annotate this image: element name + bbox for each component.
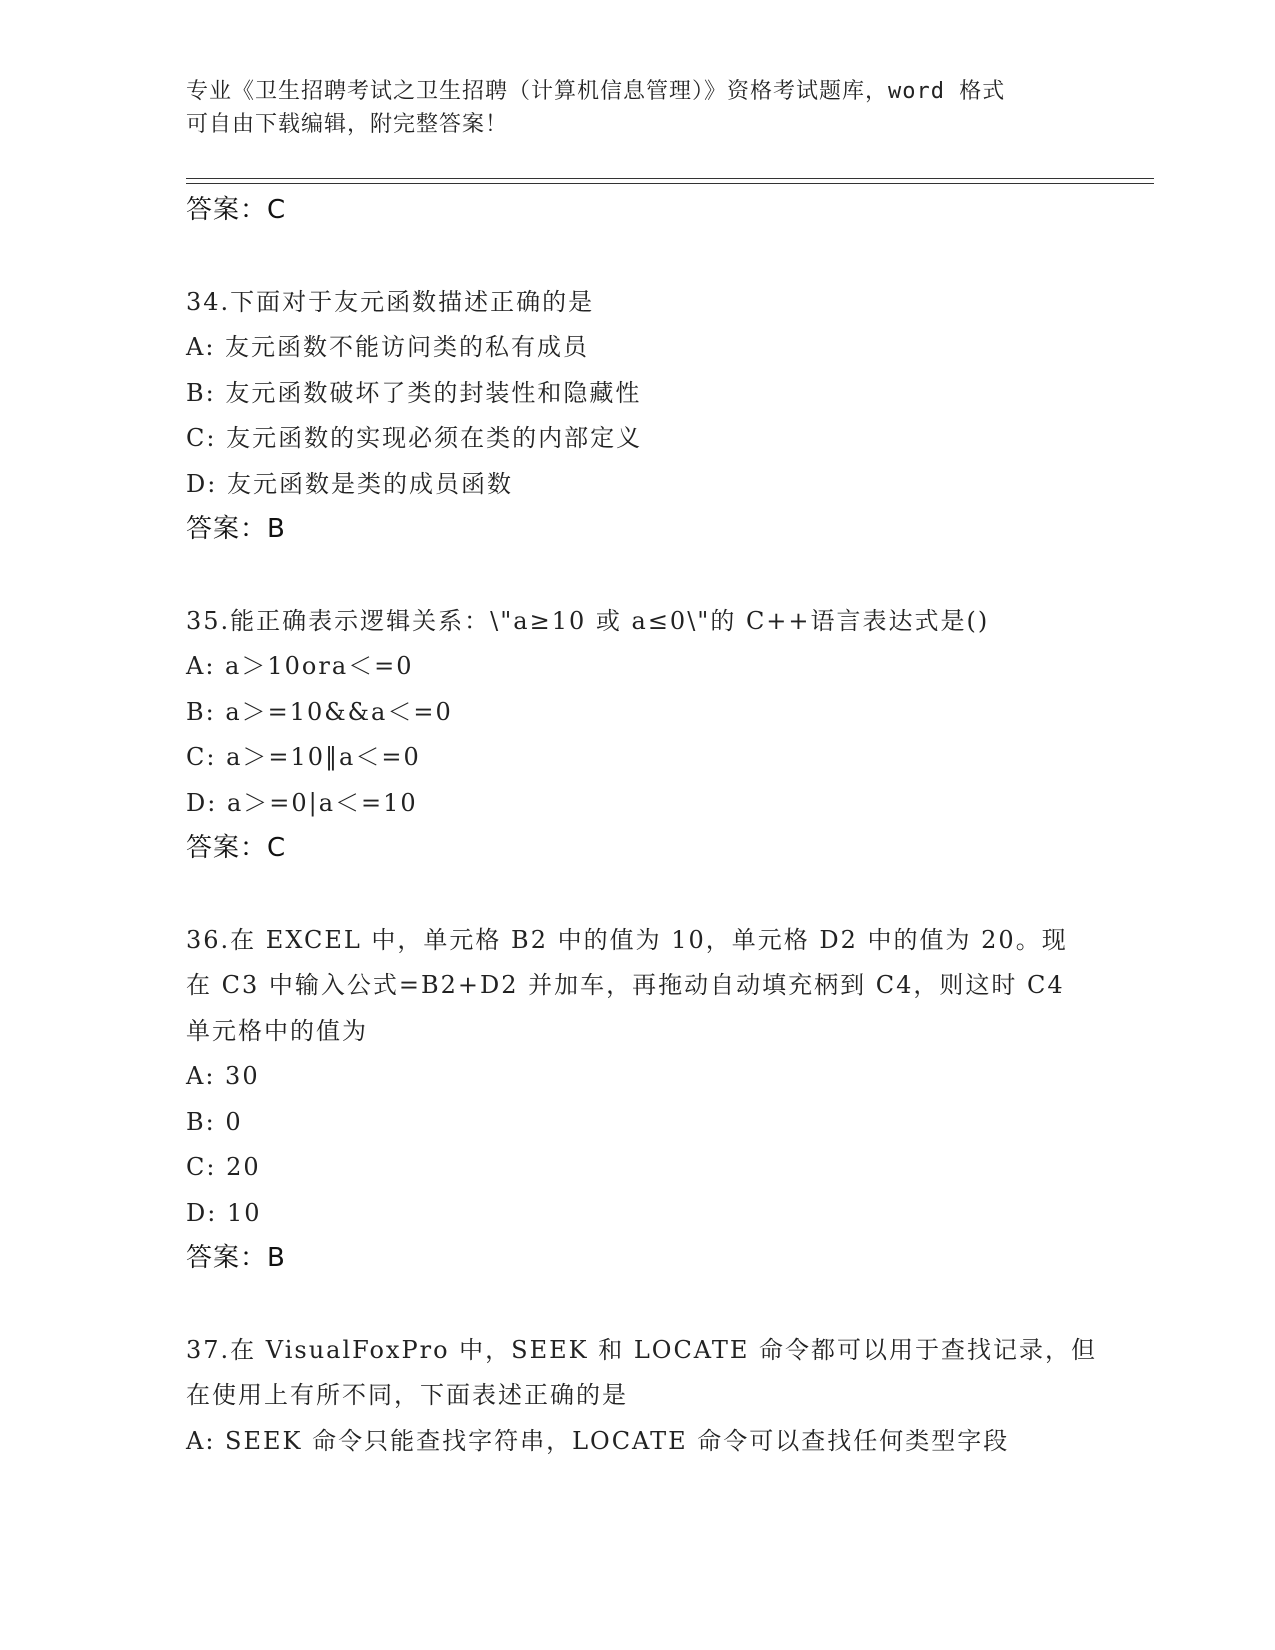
spacer [186, 553, 1086, 599]
question-37 [186, 1328, 1097, 1465]
header-line-2: 可自由下载编辑，附完整答案！ [186, 112, 509, 137]
option-a: A: 友元函数不能访问类的私有成员 [186, 333, 590, 361]
spacer [186, 1282, 1086, 1328]
question-stem: 35.能正确表示逻辑关系：\"a≥10 或 a≤0\"的 C++语言表达式是() [186, 606, 990, 635]
answer-label: 答案：B [186, 514, 286, 544]
spacer [186, 234, 1086, 280]
option-b: B: a＞=10&&a＜=0 [186, 697, 453, 726]
answer-label: 答案：B [186, 1243, 286, 1273]
document-page [186, 0, 1156, 1650]
option-a: A: 30 [186, 1062, 260, 1090]
question-35 [186, 599, 1086, 872]
spacer [186, 872, 1086, 918]
option-b: B: 0 [186, 1107, 243, 1136]
option-b: B: 友元函数破坏了类的封装性和隐藏性 [186, 378, 642, 407]
option-a: A: SEEK 命令只能查找字符串，LOCATE 命令可以查找任何类型字段 [186, 1426, 1010, 1455]
header-divider-bottom [186, 183, 1154, 184]
question-list [186, 188, 1097, 1464]
question-stem-line-2: 在使用上有所不同，下面表述正确的是 [186, 1381, 628, 1409]
question-stem-line-1: 36.在 EXCEL 中，单元格 B2 中的值为 10，单元格 D2 中的值为 20。现 [186, 925, 1068, 954]
question-stem-line-3: 单元格中的值为 [186, 1016, 368, 1045]
question-36 [186, 918, 1086, 1282]
option-c: C: 友元函数的实现必须在类的内部定义 [186, 424, 643, 452]
question-stem-line-1: 37.在 VisualFoxPro 中，SEEK 和 LOCATE 命令都可以用于查找记录，但 [186, 1335, 1097, 1364]
option-d: D: 10 [186, 1198, 262, 1227]
document-header [186, 75, 1086, 141]
option-d: D: a＞=0|a＜=10 [186, 788, 418, 817]
header-divider-top [186, 178, 1154, 179]
header-line-1: 专业《卫生招聘考试之卫生招聘（计算机信息管理）》资格考试题库，word 格式 [186, 79, 1006, 104]
option-d: D: 友元函数是类的成员函数 [186, 469, 513, 498]
answer-label: 答案：C [186, 833, 287, 863]
answer-label: 答案：C [186, 195, 287, 225]
question-stem: 34.下面对于友元函数描述正确的是 [186, 287, 595, 316]
option-c: C: 20 [186, 1153, 261, 1181]
question-stem-line-2: 在 C3 中输入公式=B2+D2 并加车，再拖动自动填充柄到 C4，则这时 C4 [186, 971, 1065, 999]
option-a: A: a＞10ora＜=0 [186, 652, 414, 680]
option-c: C: a＞=10‖a＜=0 [186, 743, 421, 771]
question-34 [186, 280, 1086, 553]
